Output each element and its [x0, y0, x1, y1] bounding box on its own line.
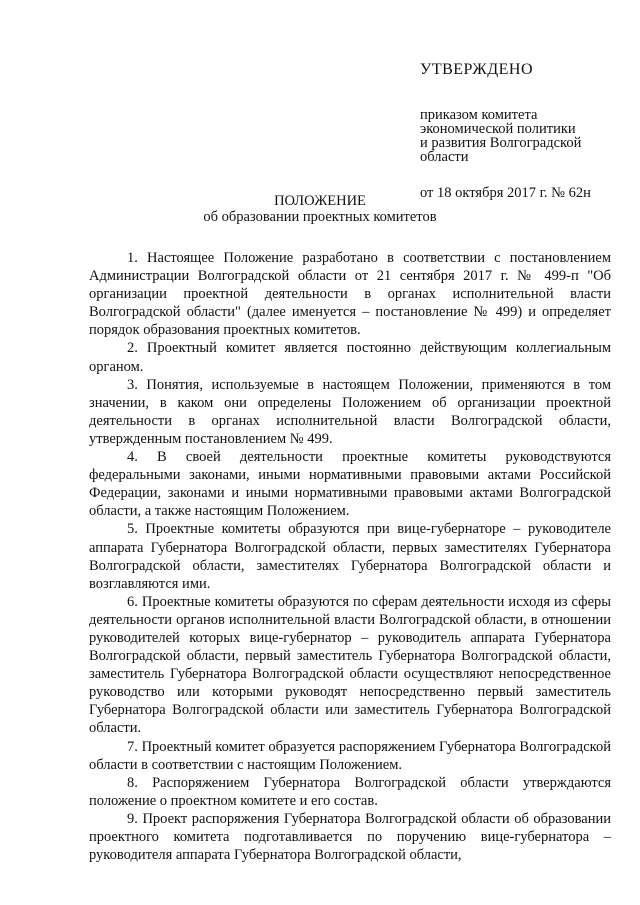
paragraph-2: 2. Проектный комитет является постоянно действующим коллегиальным органом. — [89, 340, 611, 375]
paragraph-6: 6. Проектные комитеты образуются по сферам деятельности исходя из сферы деятельности органов исполнительной власти Волгоградской области, в отношении руководителей которых вице-губернатор – руководитель аппарата Губернатора Волгоградской области, первый заместитель Губернатора Волгоградской области, заместитель Губернатора Волгоградской области осуществляют непосредственное руководство или которыми руководят непосредственно первый заместитель Губернатора Волгоградской области или заместитель Губернатора Волгоградской области. — [89, 593, 611, 737]
approval-order-line: экономической политики — [420, 121, 576, 137]
paragraph-5: 5. Проектные комитеты образуются при вице-губернаторе – руководителе аппарата Губернатора Волгоградской области, первых заместителях Губернатора Волгоградской области, заместителях Губернатора Волгоградской области и возглавляются ими. — [89, 521, 611, 592]
paragraph-7: 7. Проектный комитет образуется распоряжением Губернатора Волгоградской области в соответствии с настоящим Положением. — [89, 738, 611, 773]
paragraph-1: 1. Настоящее Положение разработано в соответствии с постановлением Администрации Волгоградской области от 21 сентября 2017 г. № 499-п "Об организации проектной деятельности в органах исполнительной власти Волгоградской области" (далее именуется – постановление № 499) и определяет порядок образования проектных комитетов. — [89, 250, 611, 339]
paragraph-8: 8. Распоряжением Губернатора Волгоградской области утверждаются положение о проектном комитете и его состав. — [89, 774, 611, 809]
approval-order-line: и развития Волгоградской — [420, 135, 582, 151]
approval-date: от 18 октября 2017 г. № 62н — [420, 185, 591, 201]
approval-order — [420, 108, 620, 164]
paragraph-4: 4. В своей деятельности проектные комитеты руководствуются федеральными законами, иными нормативными правовыми актами Российской Федерации, законами и иными нормативными правовыми актами Волгоградской области, а также настоящим Положением. — [89, 449, 611, 520]
document-body — [89, 249, 611, 864]
approval-order-line: приказом комитета — [420, 107, 538, 123]
document-title: ПОЛОЖЕНИЕ — [274, 193, 366, 209]
document-subtitle: об образовании проектных комитетов — [203, 209, 437, 225]
approval-title: УТВЕРЖДЕНО — [420, 61, 534, 78]
approval-order-line: области — [420, 149, 469, 165]
paragraph-3: 3. Понятия, используемые в настоящем Положении, применяются в том значении, в каком они определены Положением об организации проектной деятельности в органах исполнительной власти Волгоградской области, утвержденным постановлением № 499. — [89, 376, 611, 447]
approval-stamp — [420, 60, 620, 202]
document-heading — [0, 193, 640, 225]
paragraph-9: 9. Проект распоряжения Губернатора Волгоградской области об образовании проектного комитета подготавливается по поручению вице-губернатора – руководителя аппарата Губернатора Волгоградской области, — [89, 810, 611, 864]
